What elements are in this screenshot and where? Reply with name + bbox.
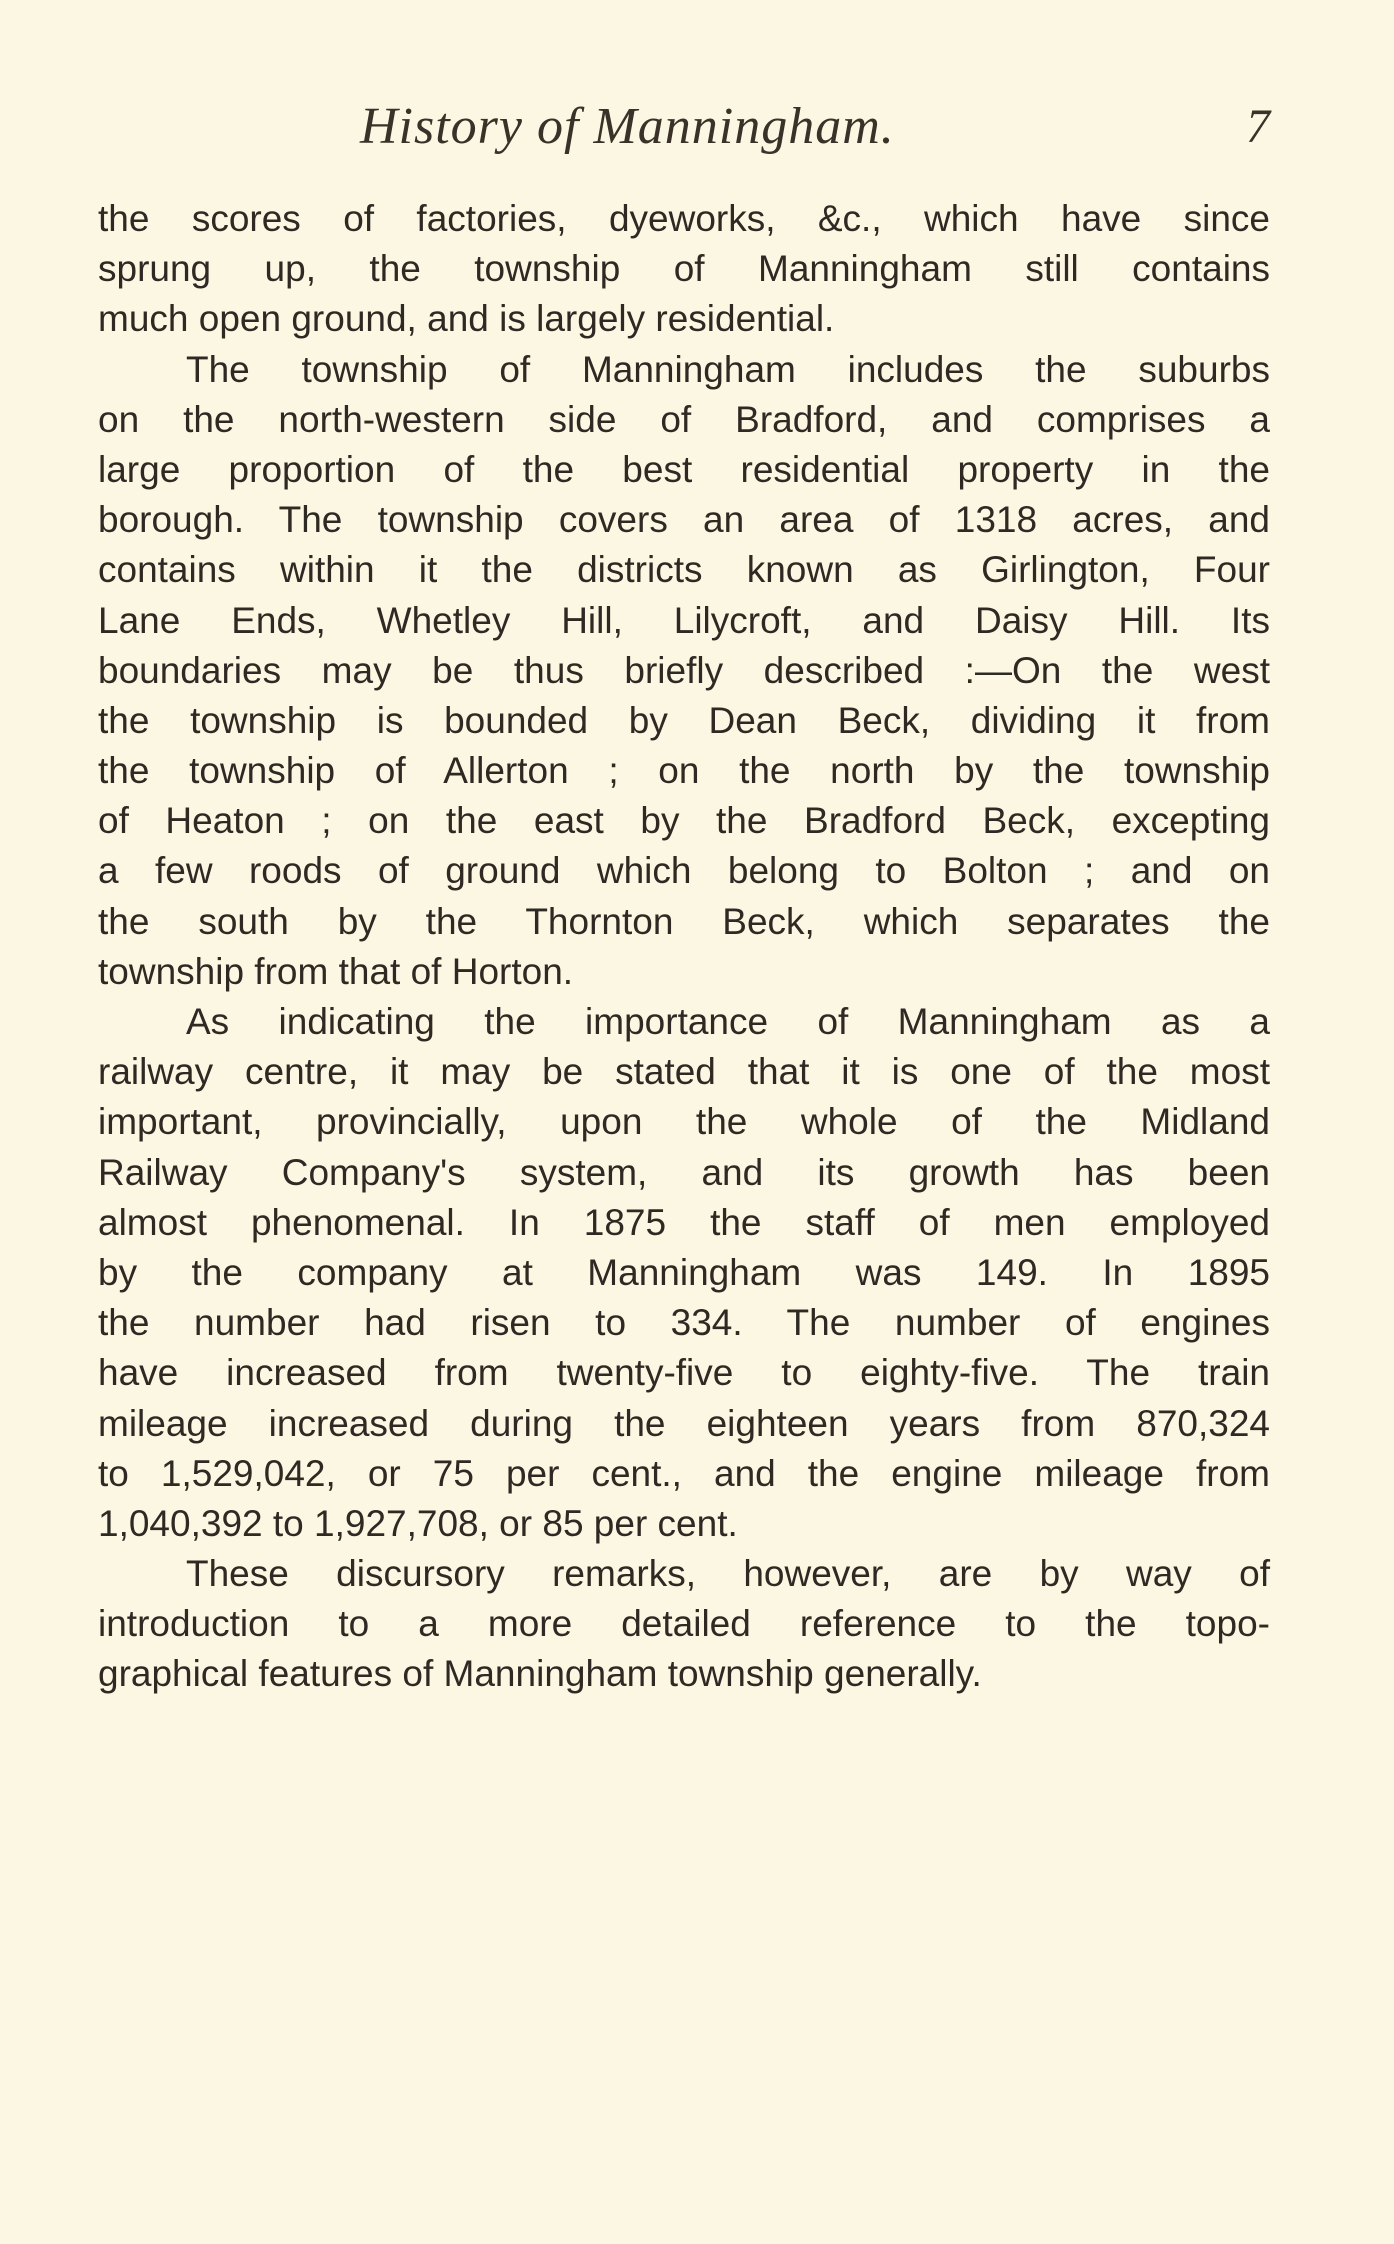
paragraph-2-line-11: a few roods of ground which belong to Bolton ; and on: [98, 850, 1270, 892]
paragraph-3-line-9: mileage increased during the eighteen years from 870,324: [98, 1402, 1270, 1444]
paragraph-3-line-8: have increased from twenty-five to eighty-five. The train: [98, 1352, 1270, 1394]
paragraph-2-line-13: township from that of Horton.: [98, 950, 574, 992]
paragraph-2-line-9: the township of Allerton ; on the north by the township: [98, 750, 1270, 792]
paragraph-1: [98, 194, 1270, 345]
paragraph-3-line-7: the number had risen to 334. The number of engines: [98, 1302, 1270, 1344]
paragraph-2-line-8: the township is bounded by Dean Beck, dividing it from: [98, 699, 1270, 741]
paragraph-2-line-12: the south by the Thornton Beck, which separates the: [98, 900, 1270, 942]
paragraph-3-line-2: railway centre, it may be stated that it is one of the most: [98, 1051, 1270, 1093]
paragraph-3: [98, 997, 1270, 1549]
paragraph-3-line-5: almost phenomenal. In 1875 the staff of men employed: [98, 1201, 1270, 1243]
running-head: [98, 92, 1270, 162]
running-title: History of Manningham.: [360, 98, 895, 155]
paragraph-1-line-3: much open ground, and is largely residential.: [98, 298, 835, 340]
body-text: [98, 194, 1270, 1700]
paragraph-2-line-10: of Heaton ; on the east by the Bradford Beck, excepting: [98, 800, 1270, 842]
paragraph-2-line-3: large proportion of the best residential property in the: [98, 448, 1270, 490]
paragraph-2-line-1: The township of Manningham includes the suburbs: [186, 348, 1270, 390]
paragraph-4: [98, 1549, 1270, 1700]
paragraph-1-line-1: the scores of factories, dyeworks, &c., which have since: [98, 198, 1270, 239]
paragraph-4-line-2: introduction to a more detailed reference to the topo-: [98, 1603, 1270, 1645]
paragraph-2-line-2: on the north-western side of Bradford, and comprises a: [98, 398, 1270, 440]
paragraph-3-line-6: by the company at Manningham was 149. In 1895: [98, 1251, 1270, 1293]
paragraph-2-line-7: boundaries may be thus briefly described :—On the west: [98, 649, 1270, 691]
page-number: 7: [1246, 100, 1270, 153]
paragraph-2: [98, 345, 1270, 997]
paragraph-4-line-3: graphical features of Manningham township generally.: [98, 1653, 982, 1695]
paragraph-2-line-6: Lane Ends, Whetley Hill, Lilycroft, and Daisy Hill. Its: [98, 599, 1270, 641]
paragraph-3-line-11: 1,040,392 to 1,927,708, or 85 per cent.: [98, 1502, 738, 1544]
paragraph-2-line-4: borough. The township covers an area of 1318 acres, and: [98, 499, 1270, 541]
paragraph-3-line-1: As indicating the importance of Manningham as a: [186, 1001, 1270, 1042]
paragraph-3-line-3: important, provincially, upon the whole of the Midland: [98, 1101, 1270, 1143]
paragraph-3-line-4: Railway Company's system, and its growth has been: [98, 1151, 1270, 1193]
paragraph-2-line-5: contains within it the districts known as Girlington, Four: [98, 549, 1270, 591]
paragraph-1-line-2: sprung up, the township of Manningham still contains: [98, 248, 1270, 290]
paragraph-4-line-1: These discursory remarks, however, are by way of: [186, 1553, 1270, 1595]
paragraph-3-line-10: to 1,529,042, or 75 per cent., and the engine mileage from: [98, 1452, 1270, 1494]
